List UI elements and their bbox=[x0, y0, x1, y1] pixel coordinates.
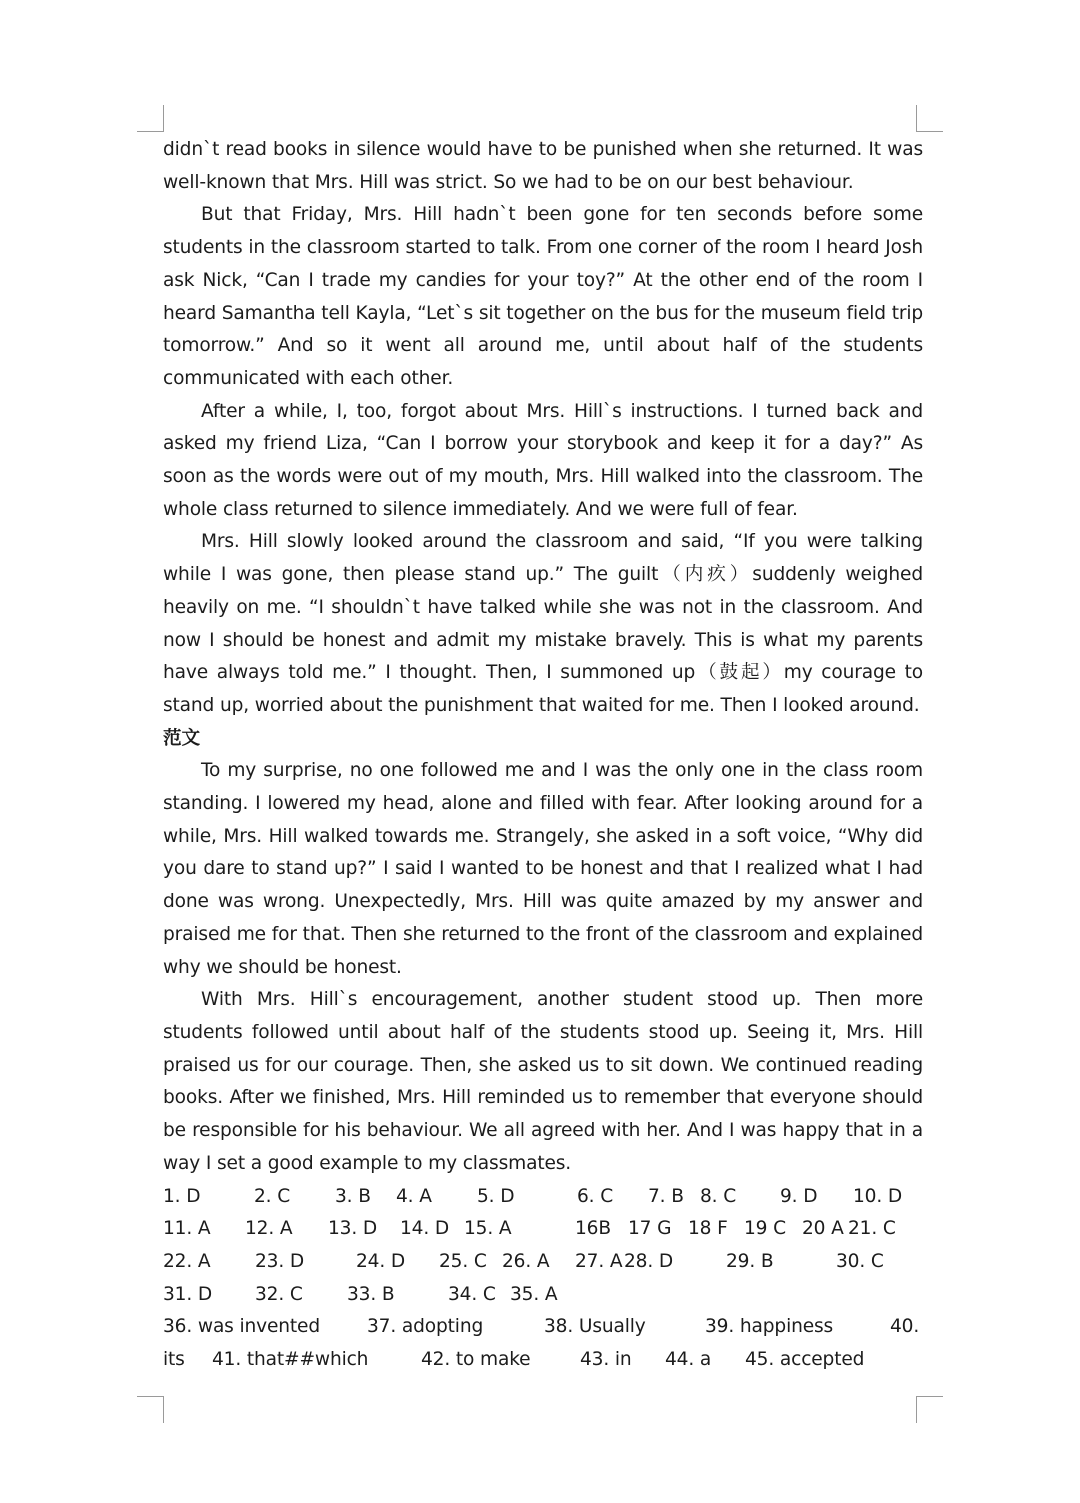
corner-mark-top-left bbox=[137, 105, 164, 132]
story-paragraph: After a while, I, too, forgot about Mrs. Hill`s instructions. I turned back and asked my friend Liza, “Can I borrow your storybook and keep it for a day?” As soon as the words were out of my mouth, Mrs. Hill walked into the classroom. The whole class returned to silence immediately. And we were full of fear. bbox=[163, 400, 923, 520]
answer-item: 15. A bbox=[464, 1218, 512, 1240]
answer-item: 4. A bbox=[396, 1185, 432, 1207]
essay-paragraph: With Mrs. Hill`s encouragement, another student stood up. Then more students followed until about half of the students stood up. Seeing it, Mrs. Hill praised us for our courage. Then, she asked us to sit down. We continued reading books. After we finished, Mrs. Hill reminded us to remember that everyone should be responsible for his behaviour. We all agreed with her. And I was happy that in a way I set a good example to my classmates. bbox=[163, 989, 923, 1174]
answer-item: 21. C bbox=[848, 1218, 896, 1240]
answer-item: 3. B bbox=[335, 1185, 371, 1207]
story-paragraph: Mrs. Hill slowly looked around the classroom and said, “If you were talking while I was gone, then please stand up.” The guilt（内疚）suddenly weighed heavily on me. “I shouldn`t have talked while she was not in the classroom. And now I should be honest and admit my mistake bravely. This is what my parents have always told me.” I thought. Then, I summoned up（鼓起）my courage to stand up, worried about the punishment that waited for me. Then I looked around. bbox=[163, 531, 923, 716]
answer-item: 14. D bbox=[400, 1218, 450, 1240]
answer-item: 20 A bbox=[802, 1218, 844, 1240]
answer-item: 25. C bbox=[439, 1250, 487, 1272]
answer-item: 41. that##which bbox=[212, 1348, 369, 1370]
answer-item: 29. B bbox=[726, 1250, 774, 1272]
story-paragraph: didn`t read books in silence would have to be punished when she returned. It was well-known that Mrs. Hill was strict. So we had to be on our best behaviour. bbox=[163, 139, 923, 193]
answer-item: 12. A bbox=[245, 1218, 293, 1240]
answer-row bbox=[163, 1213, 923, 1246]
story-paragraph: But that Friday, Mrs. Hill hadn`t been gone for ten seconds before some students in the classroom started to talk. From one corner of the room I heard Josh ask Nick, “Can I trade my candies for your toy?” At the other end of the room I heard Samantha tell Kayla, “Let`s sit together on the bus for the museum field trip tomorrow.” And so it went all around me, until about half of the students communicated with each other. bbox=[163, 204, 923, 389]
answer-item: 1. D bbox=[163, 1185, 201, 1207]
answer-item: 38. Usually bbox=[544, 1316, 646, 1338]
answer-item: 22. A bbox=[163, 1250, 211, 1272]
corner-mark-bottom-left bbox=[137, 1396, 164, 1423]
answer-item: 44. a bbox=[665, 1348, 712, 1370]
answer-item: 16B bbox=[575, 1218, 611, 1240]
answer-item: 42. to make bbox=[421, 1348, 531, 1370]
answer-item: 26. A bbox=[502, 1250, 550, 1272]
answer-row bbox=[163, 1344, 923, 1377]
answer-item: 28. D bbox=[624, 1250, 674, 1272]
answer-item: its bbox=[163, 1348, 185, 1370]
answer-row bbox=[163, 1246, 923, 1279]
answer-item: 11. A bbox=[163, 1218, 211, 1240]
answer-item: 31. D bbox=[163, 1283, 213, 1305]
answer-item: 43. in bbox=[580, 1348, 632, 1370]
answer-row bbox=[163, 1279, 923, 1312]
answer-item: 13. D bbox=[328, 1218, 378, 1240]
answer-item: 17 G bbox=[628, 1218, 672, 1240]
answer-item: 19 C bbox=[744, 1218, 786, 1240]
answer-item: 33. B bbox=[347, 1283, 395, 1305]
answer-item: 34. C bbox=[448, 1283, 496, 1305]
answer-item: 35. A bbox=[510, 1283, 558, 1305]
answer-item: 18 F bbox=[688, 1218, 728, 1240]
answer-item: 24. D bbox=[356, 1250, 406, 1272]
answer-item: 45. accepted bbox=[745, 1348, 865, 1370]
answer-item: 8. C bbox=[700, 1185, 737, 1207]
model-essay-heading: 范文 bbox=[163, 727, 200, 749]
answer-item: 30. C bbox=[836, 1250, 884, 1272]
corner-mark-bottom-right bbox=[916, 1396, 943, 1423]
answer-item: 9. D bbox=[780, 1185, 818, 1207]
answer-row bbox=[163, 1181, 923, 1214]
answer-item: 27. A bbox=[575, 1250, 623, 1272]
answer-item: 39. happiness bbox=[705, 1316, 834, 1338]
answer-item: 7. B bbox=[648, 1185, 684, 1207]
document-body bbox=[163, 134, 923, 1377]
answer-item: 23. D bbox=[255, 1250, 305, 1272]
answer-item: 36. was invented bbox=[163, 1316, 320, 1338]
answer-item: 32. C bbox=[255, 1283, 303, 1305]
answer-row bbox=[163, 1311, 923, 1344]
answer-item: 5. D bbox=[477, 1185, 515, 1207]
answer-item: 37. adopting bbox=[367, 1316, 484, 1338]
answer-item: 40. bbox=[890, 1316, 920, 1338]
essay-paragraph: To my surprise, no one followed me and I was the only one in the class room standing. I lowered my head, alone and filled with fear. After looking around for a while, Mrs. Hill walked towards me. Strangely, she asked in a soft voice, “Why did you dare to stand up?” I said I wanted to be honest and that I realized what I had done was wrong. Unexpectedly, Mrs. Hill was quite amazed by my answer and praised me for that. Then she returned to the front of the classroom and explained why we should be honest. bbox=[163, 760, 923, 978]
answer-item: 2. C bbox=[254, 1185, 291, 1207]
answer-item: 6. C bbox=[577, 1185, 614, 1207]
corner-mark-top-right bbox=[916, 105, 943, 132]
answer-item: 10. D bbox=[853, 1185, 903, 1207]
